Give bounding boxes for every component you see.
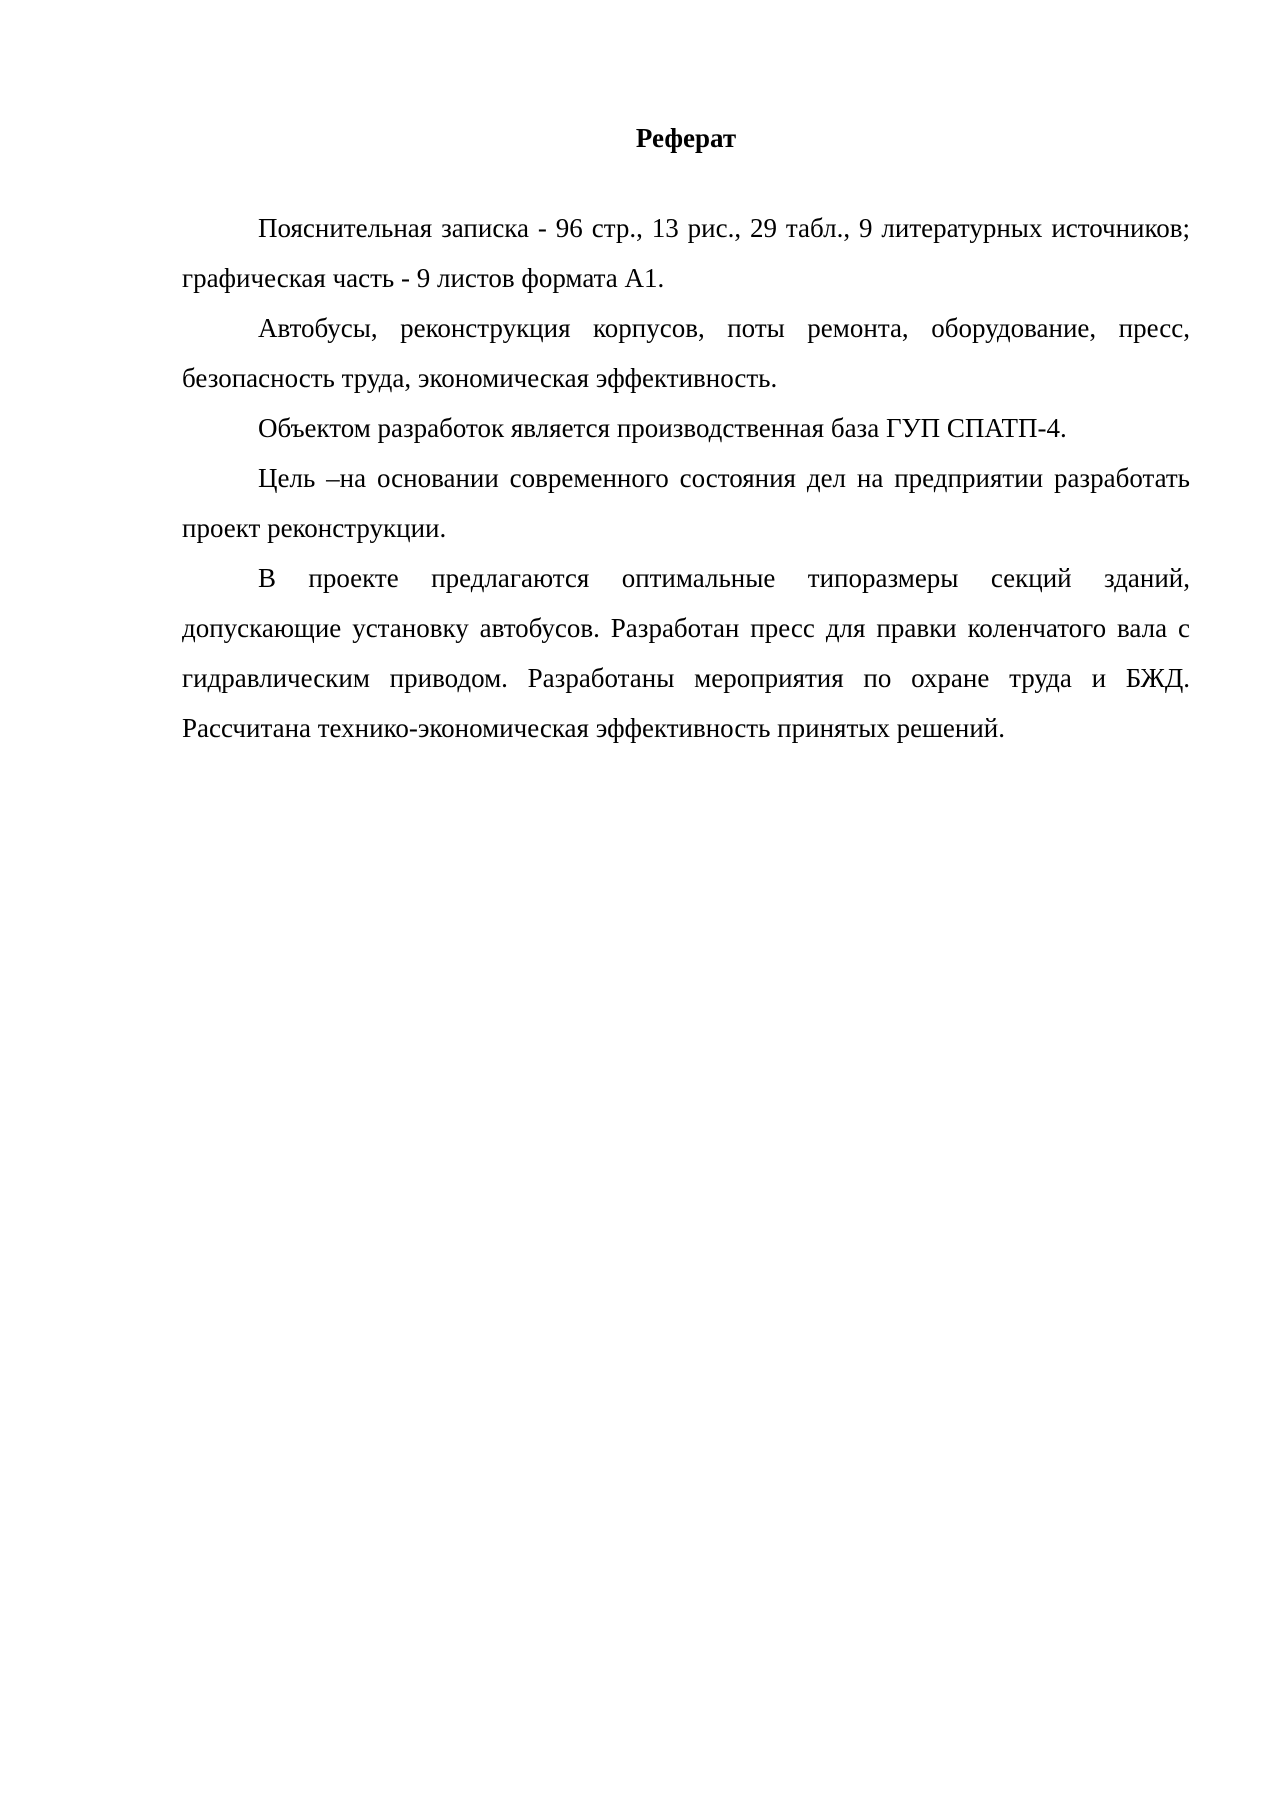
document-body — [182, 118, 1190, 753]
paragraph-results: В проекте предлагаются оптимальные типоразмеры секций зданий, допускающие установку автобусов. Разработан пресс для правки коленчатого вала с гидравлическим приводом. Разработаны мероприятия по охране труда и БЖД. Рассчитана технико-экономическая эффективность принятых решений. — [182, 563, 1190, 743]
paragraph-keywords: Автобусы, реконструкция корпусов, поты ремонта, оборудование, пресс, безопасность труда, экономическая эффективность. — [182, 313, 1190, 393]
paragraph-goal: Цель –на основании современного состояния дел на предприятии разработать проект реконструкции. — [182, 463, 1190, 543]
paragraph-summary: Пояснительная записка - 96 стр., 13 рис., 29 табл., 9 литературных источников; графическая часть - 9 листов формата А1. — [182, 213, 1190, 293]
paragraph-object: Объектом разработок является производственная база ГУП СПАТП-4. — [258, 413, 1067, 443]
document-title: Реферат — [635, 123, 737, 153]
